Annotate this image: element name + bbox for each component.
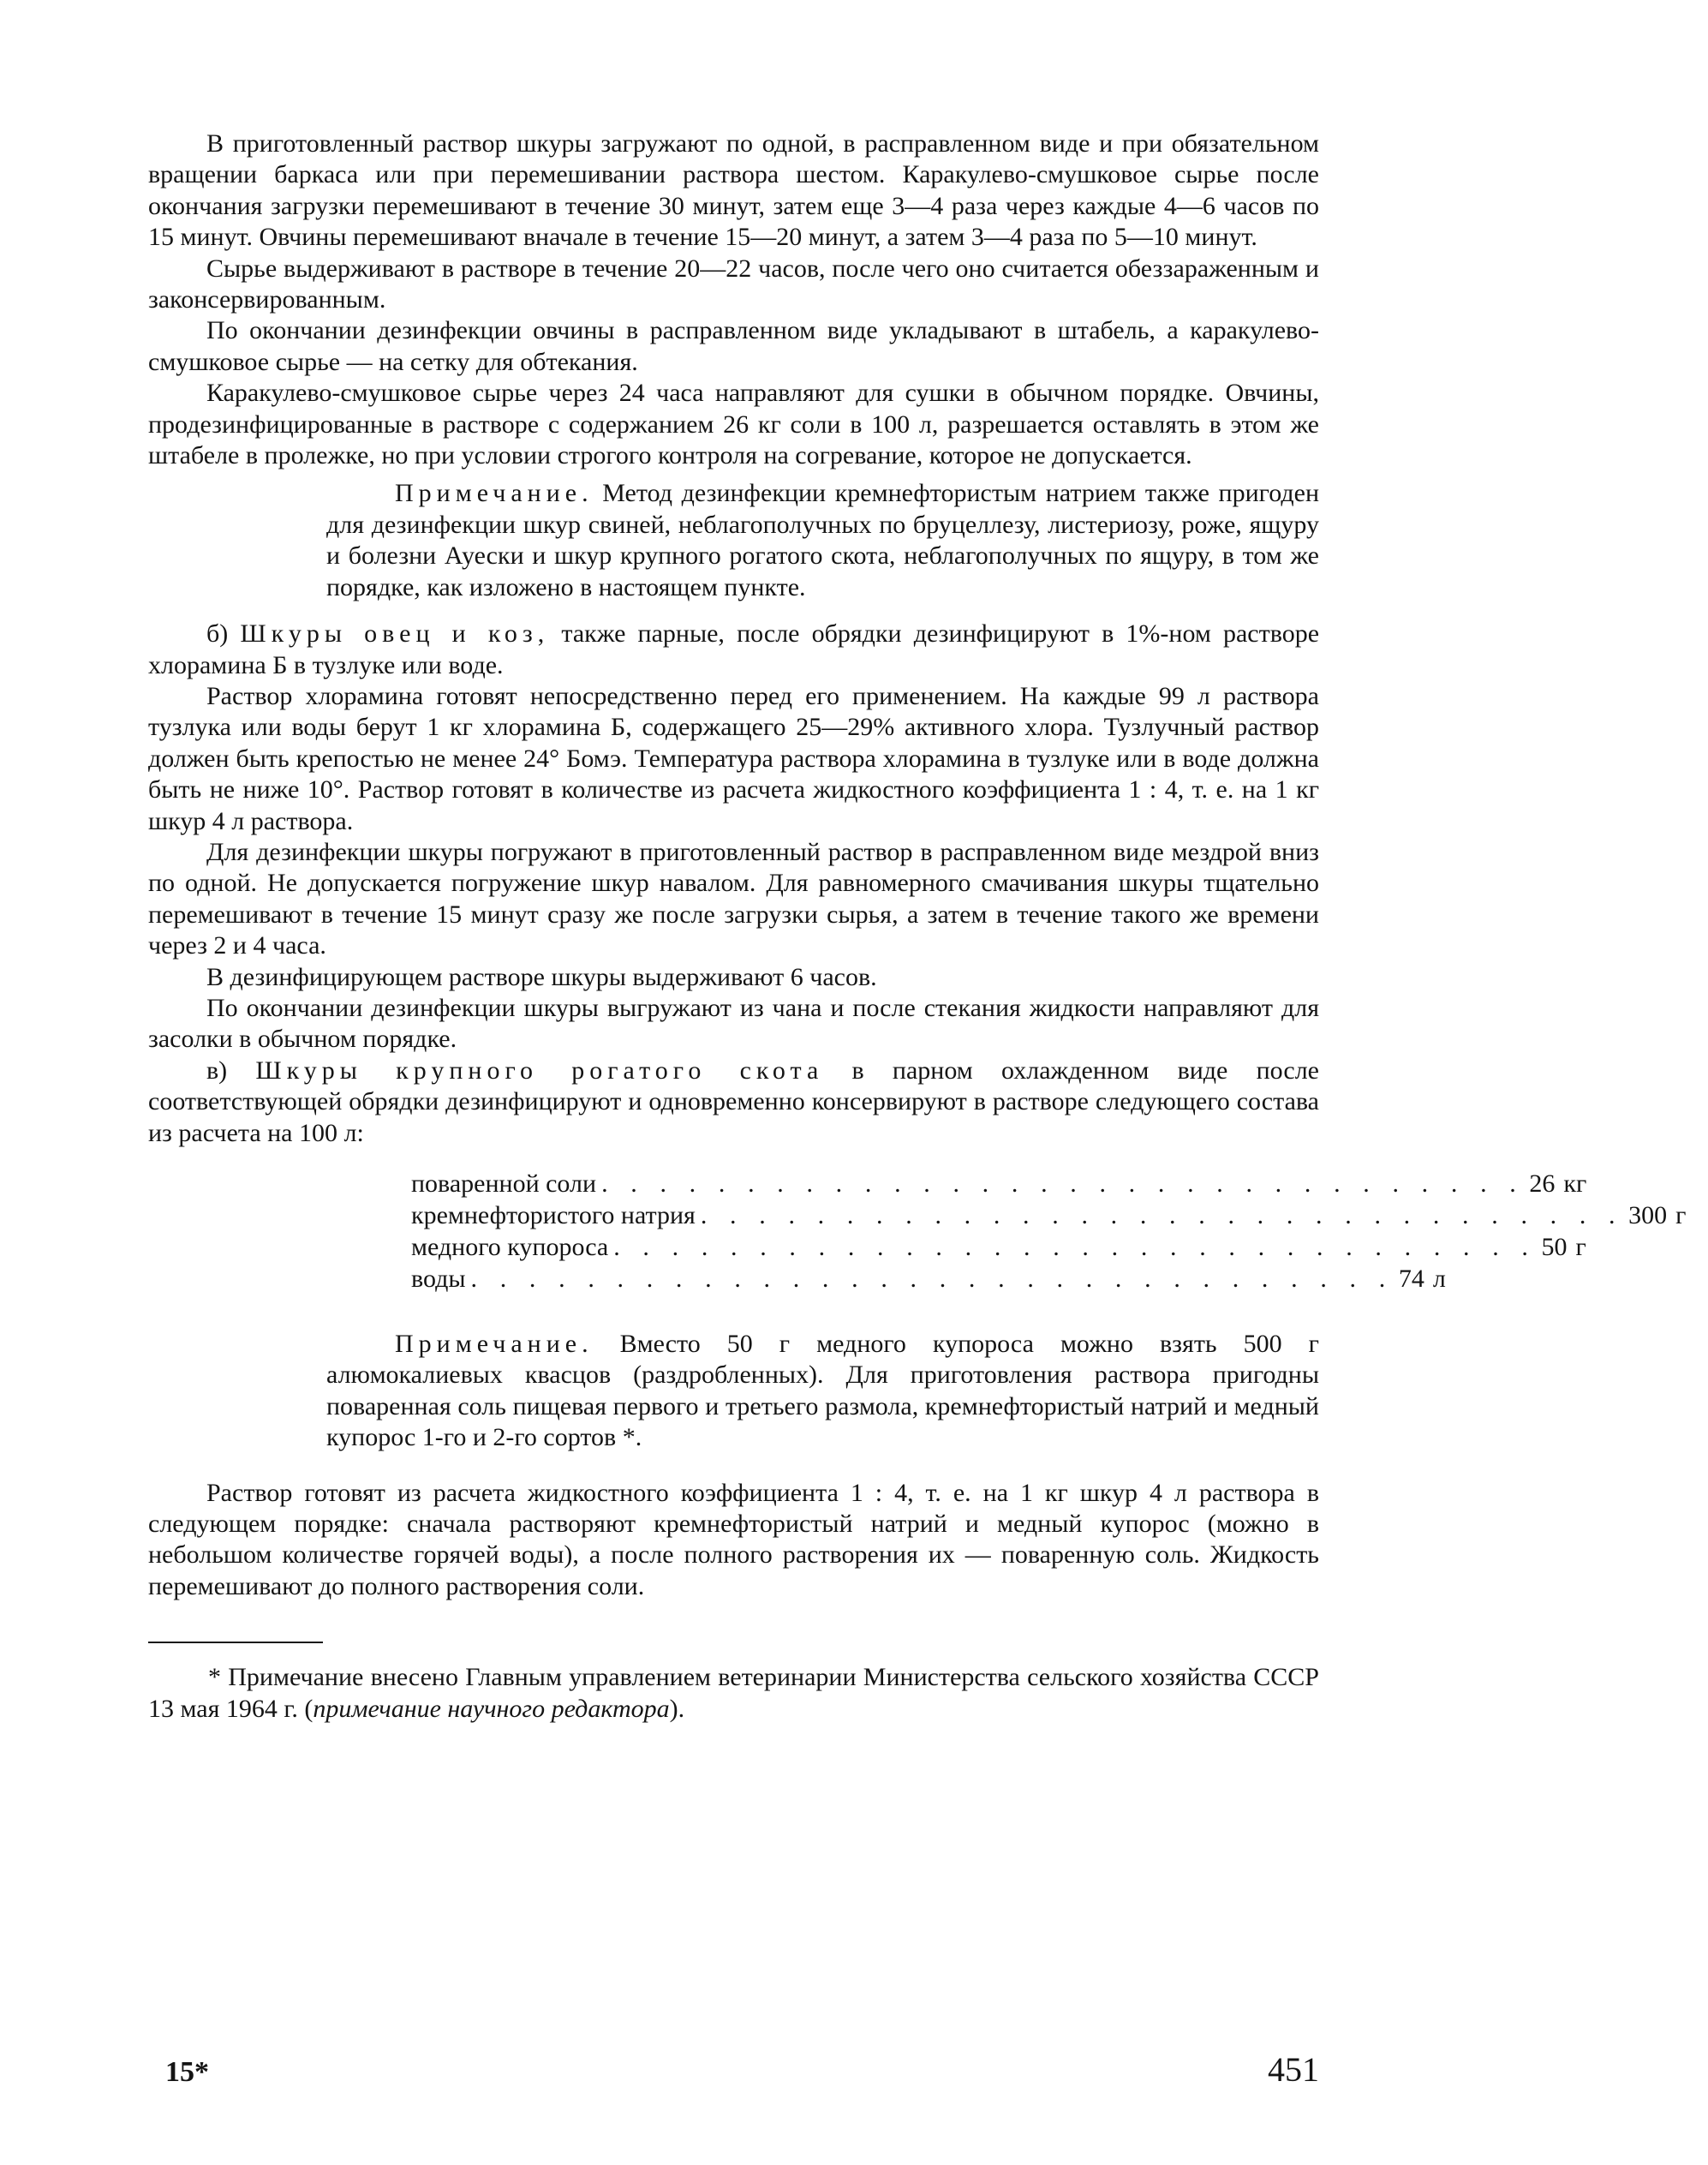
paragraph: В приготовленный раствор шкуры загружают по одной, в расправленном виде и при обязательном вращении баркаса или при перемешивании раствора шестом. Каракулево-смушковое сырье после окончания загрузки перемешивают в течение 30 минут, затем еще 3—4 раза через каждые 4—6 часов по 15 минут. Овчины перемешивают вначале в течение 15—20 минут, а затем 3—4 раза по 5—10 минут. xyxy=(148,129,1319,252)
recipe-row xyxy=(411,1168,1587,1199)
paragraph: В дезинфицирующем растворе шкуры выдерживают 6 часов. xyxy=(206,962,877,991)
section-marker: б) xyxy=(206,619,229,649)
recipe-quantity: 74 л xyxy=(1398,1265,1446,1293)
recipe-quantity: 26 кг xyxy=(1529,1169,1587,1198)
page-footer xyxy=(165,2049,1319,2090)
note-paragraph xyxy=(326,478,1319,603)
recipe-ingredient: поваренной соли xyxy=(411,1169,597,1198)
recipe-ingredient: воды xyxy=(411,1265,466,1293)
leader-dots: . . . . . . . . . . . . . . . . . . . . . . . . . . . . . . . . xyxy=(601,1169,1525,1198)
paragraph: Сырье выдерживают в растворе в течение 20—22 часов, после чего оно считается обеззараженным и законсервированным. xyxy=(148,254,1319,314)
recipe-ingredient: кремнефтористого натрия xyxy=(411,1201,696,1229)
note-text: Вместо 50 г медного купороса можно взять 500 г алюмокалиевых квасцов (раздробленных). Для приготовления раствора пригодны поваренная соль пищевая первого и третьего размола, кремнефтористый натрий и медный купорос 1-го и 2-го сортов *. xyxy=(326,1330,1319,1452)
section-v-paragraph xyxy=(148,1056,1319,1149)
paragraph: Раствор готовят из расчета жидкостного коэффициента 1 : 4, т. е. на 1 кг шкур 4 л раствора в следующем порядке: сначала растворяют кремнефтористый натрий и медный купорос (можно в небольшом количестве горячей воды), а после полного растворения их — поваренную соль. Жидкость перемешивают до полного растворения соли. xyxy=(148,1478,1319,1600)
section-heading: Шкуры овец и коз, xyxy=(240,619,550,649)
section-b-paragraph xyxy=(148,619,1319,681)
paragraph: Для дезинфекции шкуры погружают в приготовленный раствор в расправленном виде мездрой вниз по одной. Не допускается погружение шкур навалом. Для равномерного смачивания шкуры тщательно перемешивают в течение 15 минут сразу же после загрузки сырья, а затем в течение такого же времени через 2 и 4 часа. xyxy=(148,837,1319,960)
note-text: Метод дезинфекции кремнефтористым натрием также пригоден для дезинфекции шкур свиней, неблагополучных по бруцеллезу, листериозу, роже, ящуру и болезни Ауески и шкур крупного рогатого скота, неблагополучных по ящуру, в том же порядке, как изложено в настоящем пункте. xyxy=(326,479,1319,601)
page-body xyxy=(148,129,1687,1725)
section-text: также парные, после обрядки дезинфицируют в 1%-ном растворе хлорамина Б в тузлуке или воде. xyxy=(148,619,1320,679)
recipe-row xyxy=(411,1263,1446,1295)
paragraph: Раствор хлорамина готовят непосредственно перед его применением. На каждые 99 л раствора тузлука или воды берут 1 кг хлорамина Б, содержащего 25—29% активного хлора. Тузлучный раствор должен быть крепостью не менее 24° Бомэ. Температура раствора хлорамина в тузлуке или в воде должна быть не ниже 10°. Раствор готовят в количестве из расчета жидкостного коэффициента 1 : 4, т. е. на 1 кг шкур 4 л раствора. xyxy=(148,681,1319,835)
leader-dots: . . . . . . . . . . . . . . . . . . . . . . . . . . . . . . . . xyxy=(700,1201,1624,1229)
recipe-quantity: 50 г xyxy=(1541,1233,1586,1261)
paragraph: По окончании дезинфекции овчины в расправленном виде укладывают в штабель, а каракулево-смушковое сырье — на сетку для обтекания. xyxy=(148,316,1319,376)
note-label: Примечание. xyxy=(395,1330,594,1358)
recipe-quantity: 300 г xyxy=(1628,1201,1687,1229)
footnote xyxy=(148,1662,1319,1725)
note-block-1 xyxy=(326,478,1319,603)
recipe-row xyxy=(411,1199,1687,1231)
section-text: в парном охлажденном виде после соответствующей обрядки дезинфицируют и одновременно консервируют в растворе следующего состава из расчета на 100 л: xyxy=(148,1056,1319,1147)
footnote-text: * Примечание внесено Главным управлением ветеринарии Министерства сельского хозяйства СССР 13 мая 1964 г. (примечание научного редактора). xyxy=(148,1663,1319,1723)
note-block-2 xyxy=(326,1329,1319,1454)
paragraph: По окончании дезинфекции шкуры выгружают из чана и после стекания жидкости направляют для засолки в обычном порядке. xyxy=(148,993,1319,1054)
section-marker: в) xyxy=(206,1056,228,1085)
note-label: Примечание. xyxy=(395,479,594,508)
leader-dots: . . . . . . . . . . . . . . . . . . . . . . . . . . . . . . . . xyxy=(613,1233,1537,1261)
recipe-table xyxy=(411,1168,1687,1295)
page-number: 451 xyxy=(1268,2050,1319,2089)
signature-mark: 15* xyxy=(165,2056,209,2088)
section-heading: Шкуры крупного рогатого скота xyxy=(255,1056,824,1085)
recipe-ingredient: медного купороса xyxy=(411,1233,609,1261)
note-paragraph xyxy=(326,1329,1319,1454)
leader-dots: . . . . . . . . . . . . . . . . . . . . . . . . . . . . . . . . xyxy=(470,1265,1394,1293)
footnote-divider xyxy=(148,1642,323,1643)
recipe-row xyxy=(411,1231,1586,1263)
paragraph: Каракулево-смушковое сырье через 24 часа направляют для сушки в обычном порядке. Овчины, продезинфицированные в растворе с содержанием 26 кг соли в 100 л, разрешается оставлять в этом же штабеле в пролежке, но при условии строгого контроля на согревание, которое не допускается. xyxy=(148,379,1319,470)
